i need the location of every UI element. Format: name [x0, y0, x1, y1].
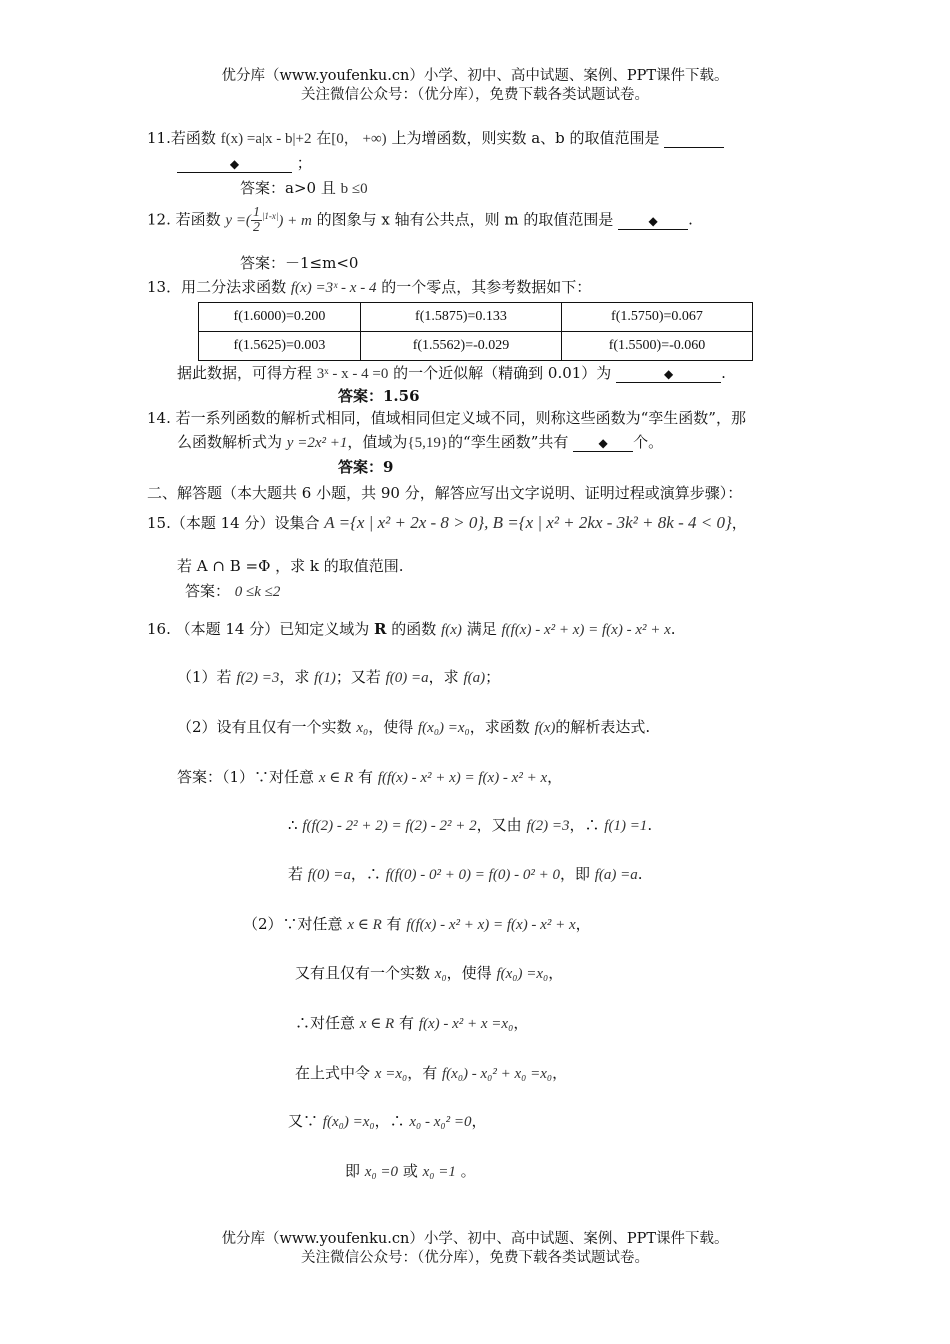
q11-blank-marker: ◆: [229, 157, 240, 171]
q13-suffix: 的一个零点，其参考数据如下：: [381, 278, 592, 296]
q16-p1-find: f(1): [314, 670, 336, 686]
q11-line-1: [147, 127, 724, 148]
q16-b1-domain: x ∈ R: [347, 917, 382, 933]
q16-period: .: [670, 620, 676, 638]
table-cell: f(1.5750)=0.067: [562, 303, 753, 332]
table-row: [199, 303, 753, 332]
q15-answer-label: 答案：: [185, 582, 231, 600]
q16-ans3-text: ，即: [559, 865, 590, 883]
q14-formula: y =2x² +1: [286, 435, 348, 451]
q16-b4-end: ，: [552, 1064, 568, 1082]
q15-line-2: 若 A ∩ B =Φ ，求 k 的取值范围.: [177, 557, 404, 575]
q16-answer-2-line-5: [288, 1110, 487, 1131]
q13-blank: [616, 364, 721, 383]
q16-ans2-therefore2: ，∴: [569, 816, 600, 834]
q16-ans2-result: f(1) =1: [604, 818, 648, 834]
q11-answer-label: 答案：a>0 且: [240, 179, 336, 197]
q14-blank-marker: ◆: [598, 436, 608, 450]
q16-ans3-end: .: [637, 865, 643, 883]
q16-b6-end: 。: [460, 1162, 476, 1180]
q12-frac-num: 1: [252, 205, 260, 220]
header-line-1: 优分库（www.youfenku.cn）小学、初中、高中试题、案例、PPT课件下载。: [221, 68, 729, 84]
q16-prefix: 16. （本题 14 分）已知定义域为: [147, 620, 370, 638]
table-cell: f(1.5500)=-0.060: [562, 332, 753, 361]
q14-prefix: 么函数解析式为: [177, 433, 283, 451]
q16-b1-have: 有: [386, 915, 402, 933]
q16-ans1-have: 有: [358, 768, 374, 786]
q16-part-1: [177, 666, 500, 687]
q12-suffix: 的图象与 x 轴有公共点，则 m 的取值范围是: [316, 210, 614, 229]
q16-b5-text: 又∵: [288, 1112, 319, 1130]
q16-real-set: R: [374, 620, 387, 638]
table-cell: f(1.5562)=-0.029: [361, 332, 562, 361]
q12-blank-marker: ◆: [648, 213, 658, 228]
q13-blank-marker: ◆: [663, 367, 674, 381]
q16-b1-label: （2）∵对任意: [243, 915, 343, 933]
q16-p2-text: ，使得: [368, 718, 414, 736]
q11-semicolon: ；: [296, 154, 312, 172]
q14-answer: 答案：9: [338, 458, 394, 476]
q16-answer-2-line-1: [243, 913, 591, 934]
q16-b3-text: ∴对任意: [295, 1014, 356, 1032]
table-cell: f(1.5875)=0.133: [361, 303, 562, 332]
q13-equation: 3ˣ - x - 4 =0: [316, 366, 389, 382]
q14-mid2: 的“孪生函数”共有: [448, 433, 569, 451]
q11-blank-b: [177, 154, 292, 173]
q16-p2-text2: ，求函数: [469, 718, 530, 736]
q16-b4-text2: ，有: [407, 1064, 438, 1082]
q16-b4-sub: x =x₀: [374, 1066, 408, 1082]
q16-b2-text: 又有且仅有一个实数: [295, 964, 431, 982]
q15-set-a: A ={x | x² + 2x - 8 > 0}: [324, 513, 485, 532]
header-line-2: 关注微信公众号：（优分库），免费下载各类试题试卷。: [301, 87, 649, 103]
q16-ans3-result: f(a) =a: [594, 867, 638, 883]
q16-answer-2-line-4: [295, 1062, 567, 1083]
q11-answer: [240, 177, 368, 198]
q16-b6-text: 即: [345, 1162, 361, 1180]
q11-interval: 在[0， +∞): [316, 131, 387, 147]
q14-line-2: [177, 431, 663, 452]
q16-p1-text2: ；又若: [335, 668, 381, 686]
q16-fx: f(x): [441, 622, 462, 638]
q16-p2-fixed-point: f(x₀) =x₀: [418, 720, 470, 736]
q16-b5-end: ，: [471, 1112, 487, 1130]
q16-b3-domain: x ∈ R: [359, 1016, 395, 1032]
q16-b5-given: f(x₀) =x₀: [322, 1114, 375, 1130]
q16-ans3-eq: f(f(0) - 0² + 0) = f(0) - 0² + 0: [385, 867, 560, 883]
q11-suffix: 上为增函数，则实数 a、b 的取值范围是: [391, 129, 660, 147]
q16-b4-eq: f(x₀) - x₀² + x₀ =x₀: [442, 1066, 553, 1082]
q14-suffix: 个。: [633, 433, 664, 451]
q16-condition: f(f(x) - x² + x) = f(x) - x² + x: [501, 622, 671, 638]
q16-ans3-given: f(0) =a: [307, 867, 351, 883]
q16-answer-1-line-1: [177, 766, 562, 787]
q16-b5-therefore: ，∴: [374, 1112, 405, 1130]
q16-ans1-eq: f(f(x) - x² + x) = f(x) - x² + x: [377, 770, 548, 786]
q13-line2-prefix: 据此数据，可得方程: [177, 364, 313, 382]
q16-p1-text3: ，求: [428, 668, 459, 686]
q16-p1-find2: f(a): [463, 670, 486, 686]
q16-b2-text2: ，使得: [446, 964, 492, 982]
q16-ans1-label: 答案：（1）∵对任意: [177, 768, 315, 786]
q16-b5-eq: x₀ - x₀² =0: [409, 1114, 472, 1130]
q16-b2-eq: f(x₀) =x₀: [496, 966, 549, 982]
q15-answer-value: 0 ≤k ≤2: [234, 584, 281, 600]
q12-period: .: [688, 210, 693, 229]
q15-comma: ，: [731, 514, 747, 532]
q11-answer-formula: b ≤0: [340, 181, 368, 197]
q16-ans2-text: ，又由: [476, 816, 522, 834]
q16-ans2-eq: f(f(2) - 2² + 2) = f(2) - 2² + 2: [302, 818, 477, 834]
q16-mid2: 满足: [466, 620, 497, 638]
q11-blank-a: [664, 129, 724, 148]
q16-b3-end: ，: [513, 1014, 529, 1032]
q12-lhs: y =(: [225, 212, 251, 229]
q12-fraction: [251, 206, 262, 235]
q16-p1-label: （1）若: [177, 668, 232, 686]
q16-ans2-therefore: ∴: [288, 816, 298, 834]
q16-line-1: [147, 618, 676, 639]
q12-prefix: 12. 若函数: [147, 210, 221, 229]
q13-line-2: [177, 362, 726, 383]
q12-rhs: ) + m: [278, 212, 312, 229]
q16-answer-2-line-6: [345, 1160, 476, 1181]
q16-ans2-end: .: [647, 816, 653, 834]
q13-answer: 答案：1.56: [338, 387, 420, 405]
q14-line-1: 14. 若一系列函数的解析式相同，值域相同但定义域不同，则称这些函数为“孪生函数”，那: [147, 409, 746, 427]
q16-b3-have: 有: [399, 1014, 415, 1032]
q16-b1-eq: f(f(x) - x² + x) = f(x) - x² + x: [406, 917, 576, 933]
q16-ans1-end: ，: [547, 768, 563, 786]
q16-ans3-therefore: ，∴: [350, 865, 381, 883]
q16-b6-sol1: x₀ =0: [364, 1164, 399, 1180]
table-row: [199, 332, 753, 361]
q16-b2-x0: x₀: [434, 966, 447, 982]
q16-answer-1-line-2: [288, 814, 652, 835]
q16-answer-2-line-2: [295, 962, 563, 983]
q16-p2-fx: f(x): [534, 720, 556, 736]
table-cell: f(1.5625)=0.003: [199, 332, 361, 361]
q16-answer-2-line-3: [295, 1012, 528, 1033]
q12-exponent: |1-x|: [261, 210, 279, 221]
q16-b6-or: 或: [402, 1162, 418, 1180]
q16-part-2: [177, 716, 650, 737]
q16-p2-x0: x₀: [356, 720, 369, 736]
q16-p2-end: 的解析表达式.: [555, 718, 651, 736]
q16-answer-1-line-3: [288, 863, 643, 884]
q15-set-b: , B ={x | x² + 2kx - 3k² + 8k - 4 < 0}: [484, 513, 732, 532]
q14-mid: ，值域为: [347, 433, 408, 451]
q13-line-1: [147, 276, 591, 297]
q16-b1-end: ，: [575, 915, 591, 933]
q16-ans3-if: 若: [288, 865, 304, 883]
q16-b4-text: 在上式中令: [295, 1064, 371, 1082]
q12-blank: [618, 211, 688, 230]
q16-ans1-domain: x ∈ R: [318, 770, 354, 786]
q14-range: {5,19}: [407, 435, 449, 451]
q16-p2-label: （2）设有且仅有一个实数: [177, 718, 352, 736]
q16-b3-eq: f(x) - x² + x =x₀: [418, 1016, 514, 1032]
table-cell: f(1.6000)=0.200: [199, 303, 361, 332]
q13-formula: f(x) =3ˣ - x - 4: [290, 280, 377, 296]
q12-frac-den: 2: [252, 220, 260, 235]
q11-line-2: [177, 152, 312, 173]
footer-line-1: 优分库（www.youfenku.cn）小学、初中、高中试题、案例、PPT课件下载。: [221, 1231, 729, 1247]
q11-prefix: 11.若函数: [147, 129, 216, 147]
q15-answer: [185, 580, 280, 601]
q13-data-table: [198, 302, 753, 361]
q12-line: [147, 206, 693, 235]
q16-ans2-given: f(2) =3: [526, 818, 570, 834]
q13-line2-suffix: 的一个近似解（精确到 0.01）为: [393, 364, 612, 382]
q16-p1-given2: f(0) =a: [385, 670, 429, 686]
q12-rhs-wrap: [261, 210, 312, 229]
q13-period: .: [721, 364, 726, 382]
q14-blank: [573, 433, 633, 452]
section-2-heading: 二、解答题（本大题共 6 小题，共 90 分，解答应写出文字说明、证明过程或演算步骤）：: [147, 484, 743, 502]
q11-formula: f(x) =a|x - b|+2: [220, 131, 312, 147]
q13-prefix: 13．用二分法求函数: [147, 278, 287, 296]
q15-line-1: [147, 512, 747, 533]
q16-b2-end: ，: [548, 964, 564, 982]
q15-prefix: 15.（本题 14 分）设集合: [147, 514, 320, 532]
footer-line-2: 关注微信公众号：（优分库），免费下载各类试题试卷。: [301, 1250, 649, 1266]
q12-answer: 答案：－1≤m<0: [240, 254, 359, 272]
q16-mid: 的函数: [391, 620, 437, 638]
q16-b6-sol2: x₀ =1: [422, 1164, 456, 1180]
q16-p1-end: ；: [485, 668, 501, 686]
q16-p1-given: f(2) =3: [236, 670, 280, 686]
q16-p1-text: ，求: [279, 668, 310, 686]
